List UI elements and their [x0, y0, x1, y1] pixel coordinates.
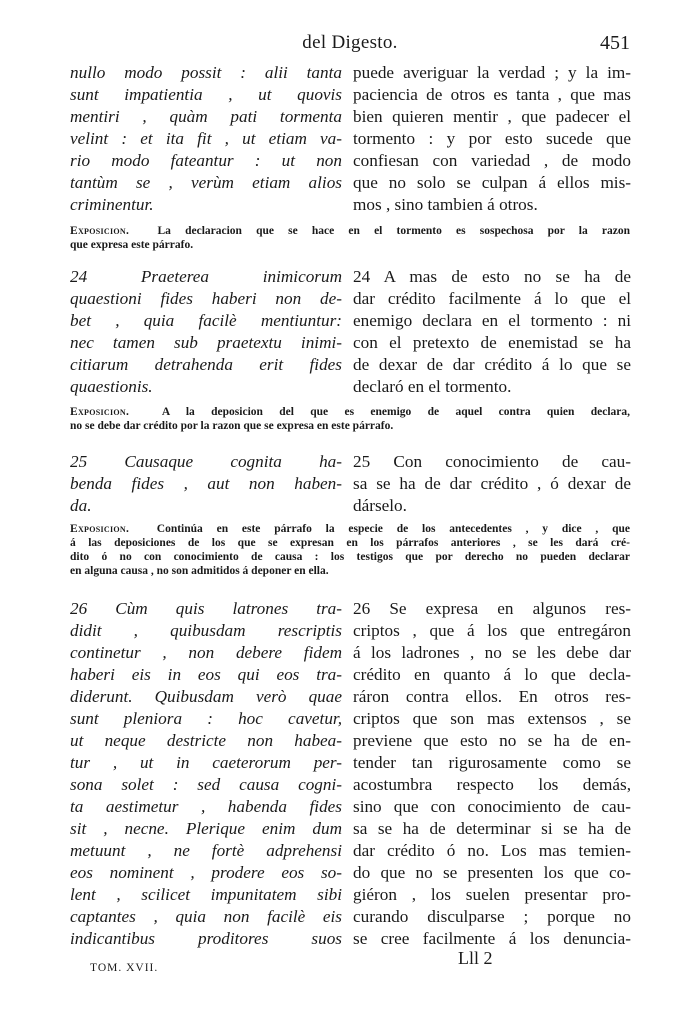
latin-line: metuunt , ne fortè adprehensi: [70, 841, 342, 860]
latin-line: benda fides , aut non haben-: [70, 474, 342, 493]
spanish-column: [353, 598, 631, 950]
volume-signature: TOM. XVII.: [90, 962, 159, 974]
page-header: [70, 32, 630, 58]
latin-line: bet , quia facilè mentiuntur:: [70, 311, 342, 330]
spanish-line: criptos , que á los que entregáron: [353, 621, 631, 640]
latin-line: sunt impatientia , ut quovis: [70, 85, 342, 104]
spanish-line: tormento : y por esto sucede que: [353, 129, 631, 148]
spanish-line: bien quieren mentir , que padecer el: [353, 107, 631, 126]
exposition-label: Exposicion.: [70, 406, 130, 418]
latin-line: 24 Praeterea inimicorum: [70, 267, 342, 286]
exposition-text: no se debe dar crédito por la razon que se expresa en este párrafo.: [70, 420, 394, 432]
exposition-text: Continúa en este párrafo la especie de los antecedentes , y dice , que: [156, 523, 630, 535]
spanish-line: se cree facilmente á los denuncia-: [353, 929, 631, 948]
latin-line: tur , ut in caeterorum per-: [70, 753, 342, 772]
spanish-line: criptos que son mas extensos , se: [353, 709, 631, 728]
spanish-line: puede averiguar la verdad ; y la im-: [353, 63, 631, 82]
latin-line: diderunt. Quibusdam verò quae: [70, 687, 342, 706]
spanish-line: declaró en el tormento.: [353, 377, 512, 396]
spanish-column: [353, 451, 631, 517]
spanish-line: paciencia de otros es tanta , que mas: [353, 85, 631, 104]
paragraph-block-26: [70, 598, 630, 954]
spanish-line: dárselo.: [353, 496, 407, 515]
spanish-line: mos , sino tambien á otros.: [353, 195, 538, 214]
latin-column: [70, 451, 342, 517]
exposition-2: [70, 405, 630, 433]
paragraph-block-24: [70, 266, 630, 400]
latin-line: quaestionis.: [70, 377, 153, 396]
spanish-line: tender tan rigurosamente como se: [353, 753, 631, 772]
latin-line: haberi eis in eos qui eos tra-: [70, 665, 342, 684]
latin-line: nec tamen sub praetextu inimi-: [70, 333, 342, 352]
latin-line: quaestioni fides haberi non de-: [70, 289, 342, 308]
latin-line: indicantibus proditores suos: [70, 929, 342, 948]
latin-line: 25 Causaque cognita ha-: [70, 452, 342, 471]
latin-line: sunt pleniora : hoc cavetur,: [70, 709, 342, 728]
spanish-line: 26 Se expresa en algunos res-: [353, 599, 631, 618]
latin-line: captantes , quia non facilè eis: [70, 907, 342, 926]
latin-line: sona solet : sed causa cogni-: [70, 775, 342, 794]
latin-line: velint : et ita fit , ut etiam va-: [70, 129, 342, 148]
spanish-line: 24 A mas de esto no se ha de: [353, 267, 631, 286]
exposition-label: Exposicion.: [70, 225, 130, 237]
latin-column: [70, 62, 342, 216]
spanish-line: dar crédito ó no. Los mas temien-: [353, 841, 631, 860]
exposition-label: Exposicion.: [70, 523, 130, 535]
exposition-1: [70, 224, 630, 252]
paragraph-block-25: [70, 451, 630, 519]
latin-line: citiarum detrahenda erit fides: [70, 355, 342, 374]
spanish-line: con el pretexto de enemistad se ha: [353, 333, 631, 352]
latin-line: 26 Cùm quis latrones tra-: [70, 599, 342, 618]
latin-line: tantùm se , verùm etiam alios: [70, 173, 342, 192]
spanish-line: ráron contra ellos. En otros res-: [353, 687, 631, 706]
page-number: 451: [600, 32, 630, 54]
latin-line: rio modo fateantur : ut non: [70, 151, 342, 170]
spanish-line: sa se ha de dar crédito , ó dexar de: [353, 474, 631, 493]
latin-line: lent , scilicet impunitatem sibi: [70, 885, 342, 904]
latin-line: da.: [70, 496, 92, 515]
latin-line: criminentur.: [70, 195, 154, 214]
spanish-column: [353, 266, 631, 398]
latin-column: [70, 598, 342, 950]
spanish-line: sino que con conocimiento de cau-: [353, 797, 631, 816]
spanish-line: crédito en quanto á lo que decla-: [353, 665, 631, 684]
spanish-line: enemigo declara en el tormento : ni: [353, 311, 631, 330]
exposition-text: en alguna causa , no son admitidos á deponer en ella.: [70, 565, 329, 577]
spanish-line: confiesan con variedad , de modo: [353, 151, 631, 170]
spanish-column: [353, 62, 631, 216]
exposition-text: que expresa este párrafo.: [70, 239, 194, 251]
spanish-line: curando disculparse ; porque no: [353, 907, 631, 926]
latin-line: ut neque destricte non habea-: [70, 731, 342, 750]
spanish-line: que no solo se culpan á ellos mis-: [353, 173, 631, 192]
page-footer: [70, 948, 630, 978]
latin-line: ta aestimetur , habenda fides: [70, 797, 342, 816]
exposition-text: La declaracion que se hace en el tormento es sospechosa por la razon: [157, 225, 630, 237]
latin-line: didit , quibusdam rescriptis: [70, 621, 342, 640]
spanish-line: 25 Con conocimiento de cau-: [353, 452, 631, 471]
spanish-line: sa se ha de determinar si se ha de: [353, 819, 631, 838]
latin-line: sit , necne. Plerique enim dum: [70, 819, 342, 838]
signature-mark: Lll 2: [458, 948, 493, 968]
latin-line: continetur , non debere fidem: [70, 643, 342, 662]
latin-line: nullo modo possit : alii tanta: [70, 63, 342, 82]
latin-line: eos nominent , prodere eos so-: [70, 863, 342, 882]
spanish-line: de dexar de dar crédito á lo que se: [353, 355, 631, 374]
exposition-text: á las deposiciones de los que se expresan en los párrafos anteriores , se les dará cré-: [70, 537, 630, 549]
latin-column: [70, 266, 342, 398]
spanish-line: giéron , los suelen presentar pro-: [353, 885, 631, 904]
running-title: del Digesto.: [302, 32, 398, 53]
latin-line: mentiri , quàm pati tormenta: [70, 107, 342, 126]
spanish-line: acostumbra respecto los demás,: [353, 775, 631, 794]
paragraph-block-1: [70, 62, 630, 218]
exposition-3: [70, 522, 630, 578]
spanish-line: previene que esto no se ha de en-: [353, 731, 631, 750]
exposition-text: dito ó no con conocimiento de causa : los testigos que por derecho no pueden declarar: [70, 551, 630, 563]
spanish-line: á los ladrones , no se les debe dar: [353, 643, 631, 662]
exposition-text: A la deposicion del que es enemigo de aquel contra quien declara,: [161, 406, 630, 418]
spanish-line: do que no se presenten los que co-: [353, 863, 631, 882]
spanish-line: dar crédito facilmente á lo que el: [353, 289, 631, 308]
